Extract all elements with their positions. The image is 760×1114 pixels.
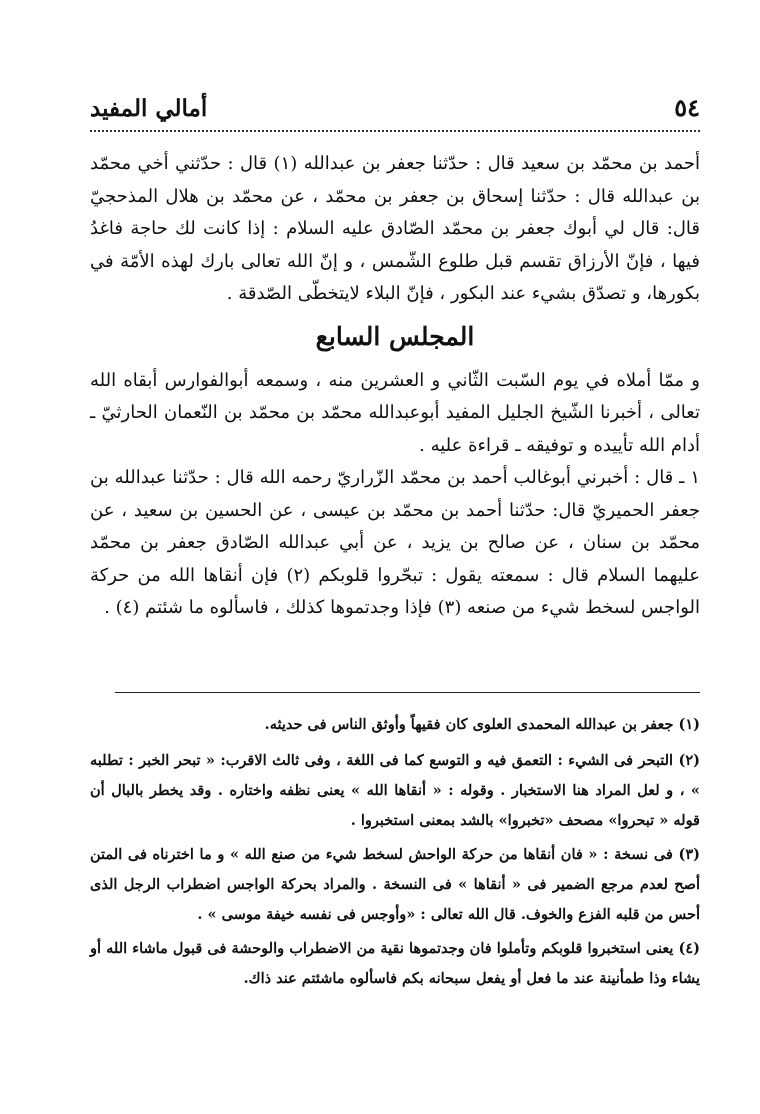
footnote-2: (٢) التبحر فى الشيء : التعمق فيه و التوسع كما فى اللغة ، وفى ثالث الاقرب: « تبحر الخبر : تطلبه » ، و لعل المراد هنا الاستخبار . وقوله : « أنقاها الله » يعنى نظفه واختاره . وقد يخطر بالبال أن قوله « تبحروا» مصحف «تخبروا» بالشد بمعنى استخبروا . xyxy=(90,752,700,829)
footnote-divider xyxy=(115,692,700,693)
book-title: أمالي المفيد xyxy=(90,95,208,122)
footnotes xyxy=(90,710,700,998)
intro-paragraph: أحمد بن محمّد بن سعيد قال : حدّثنا جعفر بن عبدالله (١) قال : حدّثني أخي محمّد بن عبدالله قال : حدّثنا إسحاق بن جعفر بن محمّد ، عن محمّد بن هلال المذحجيّ قال: قال لي أبوك جعفر بن محمّد الصّادق عليه السلام : إذا كانت لك حاجة فاغدُ فيها ، فإنّ الأرزاق تقسم قبل طلوع الشّمس ، و إنّ الله تعالى بارك لهذه الأمّة في بكورها، و تصدّق بشيء عند البكور ، فإنّ البلاء لايتخطّى الصّدقة . xyxy=(90,153,700,304)
page-number: ٥٤ xyxy=(674,93,700,122)
hadith-paragraph: ١ ـ قال : أخبرني أبوغالب أحمد بن محمّد الزّراريّ رحمه الله قال : حدّثنا عبدالله بن جعفر الحميريّ قال: حدّثنا أحمد بن محمّد بن عيسى ، عن الحسين بن سعيد ، عن محمّد بن سنان ، عن صالح بن يزيد ، عن أبي عبدالله الصّادق جعفر بن محمّد عليهما السلام قال : سمعته يقول : تبحّروا قلوبكم (٢) فإن أنقاها الله من حركة الواجس لسخط شيء من صنعه (٣) فإذا وجدتموها كذلك ، فاسألوه ما شئتم (٤) . xyxy=(90,467,700,618)
page-header xyxy=(90,82,700,122)
main-text xyxy=(90,148,700,625)
section-title: المجلس السابع xyxy=(315,321,475,351)
session-intro-paragraph: و ممّا أملاه في يوم السّبت الثّاني و العشرين منه ، وسمعه أبوالفوارس أبقاه الله تعالى ، أخبرنا الشّيخ الجليل المفيد أبوعبدالله محمّد بن محمّد بن النّعمان الحارثيّ ـ أدام الله تأييده و توفيقه ـ قراءة عليه . xyxy=(90,369,700,456)
book-page xyxy=(90,82,700,1082)
header-divider xyxy=(90,130,700,132)
footnote-1: (١) جعفر بن عبدالله المحمدى العلوى كان فقيهاً وأوثق الناس فى حديثه. xyxy=(264,716,700,733)
footnote-4: (٤) يعنى استخبروا قلوبكم وتأملوا فان وجدتموها نقية من الاضطراب والوحشة فى قبول ماشاء الله أو يشاء وذا طمأنينة عند ما فعل أو يفعل سبحانه بكم فاسألوه ماشئتم عند ذاك. xyxy=(90,940,700,987)
footnote-3: (٣) فى نسخة : « فان أنقاها من حركة الواحش لسخط شيء من صنع الله » و ما اخترناه فى المتن أصح لعدم مرجع الضمير فى « أنقاها » فى النسخة . والمراد بحركة الواجس اضطراب الرجل الذى أحس من قلبه الفزع والخوف. قال الله تعالى : «وأوجس فى نفسه خيفة موسى » . xyxy=(90,846,700,923)
